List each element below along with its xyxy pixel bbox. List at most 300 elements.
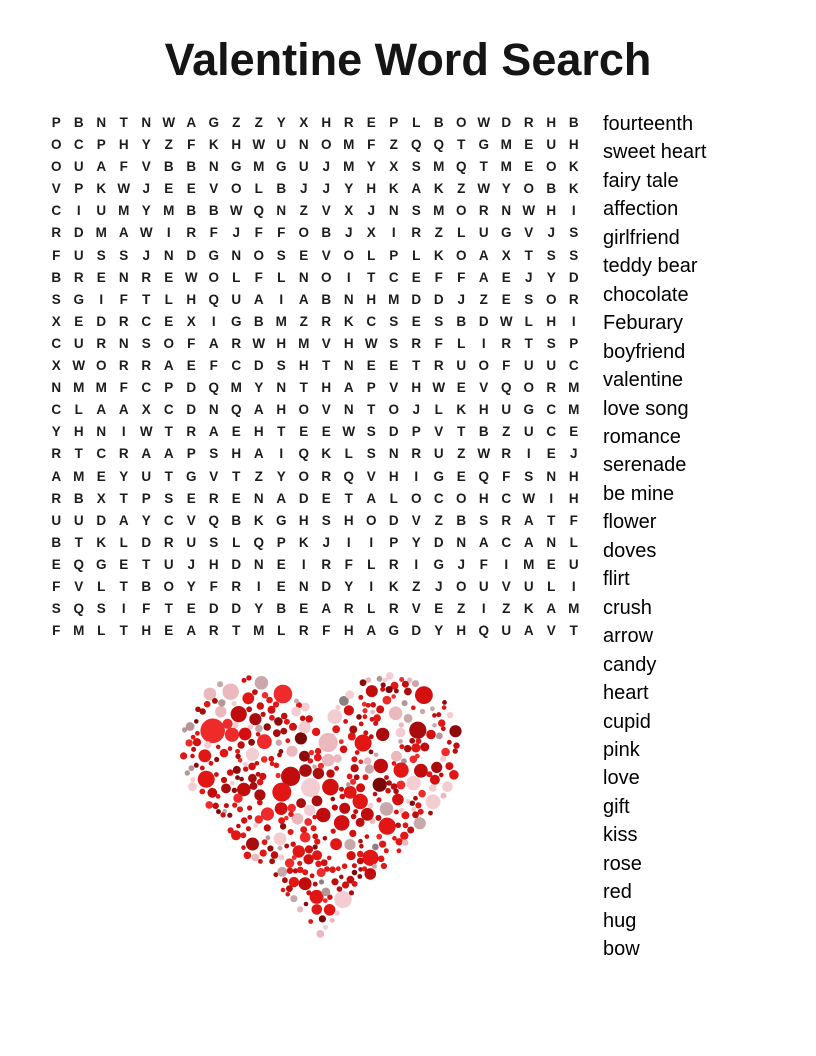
grid-letter: Z [479, 291, 488, 307]
heart-dot [336, 866, 341, 871]
grid-letter: B [186, 203, 197, 219]
heart-dot [280, 728, 287, 735]
heart-dot [313, 882, 318, 887]
grid-letter: O [455, 115, 467, 130]
grid-letter: V [209, 181, 219, 197]
grid-letter: M [343, 137, 355, 153]
grid-letter: O [343, 247, 354, 263]
grid-letter: H [366, 181, 377, 197]
grid-letter: P [411, 424, 421, 440]
grid-letter: U [523, 424, 534, 440]
heart-dot [291, 842, 296, 847]
grid-letter: F [457, 269, 466, 285]
grid-letter: N [501, 203, 512, 219]
heart-dot [414, 817, 426, 829]
grid-letter: O [320, 269, 332, 285]
heart-dot [255, 676, 269, 690]
heart-dot [339, 875, 344, 880]
heart-dot [374, 753, 379, 758]
heart-dot [204, 741, 211, 748]
grid-letter: Q [433, 137, 444, 153]
heart-dot [297, 867, 303, 873]
grid-letter: M [523, 556, 535, 572]
grid-letter: U [501, 623, 512, 639]
grid-letter: Z [502, 424, 511, 440]
grid-letter: X [141, 402, 151, 418]
grid-letter: F [52, 247, 61, 263]
grid-letter: R [501, 446, 512, 462]
grid-letter: G [230, 313, 242, 329]
grid-letter: P [96, 137, 106, 153]
grid-letter: C [433, 490, 444, 506]
grid-letter: K [433, 247, 444, 263]
heart-dot [249, 713, 261, 725]
heart-dot [324, 904, 336, 916]
grid-letter: G [185, 468, 197, 484]
heart-dot [392, 836, 397, 841]
word-list-item: crush [603, 596, 652, 619]
heart-dot [240, 832, 246, 838]
grid-letter: B [186, 159, 197, 175]
heart-dot [312, 833, 318, 839]
heart-dot [289, 723, 297, 731]
heart-dot [190, 754, 195, 759]
word-search-grid [45, 112, 585, 642]
grid-letter: J [524, 269, 533, 285]
heart-dot [246, 748, 259, 761]
grid-letter: I [504, 556, 509, 572]
grid-letter: V [411, 601, 421, 617]
heart-dot [250, 782, 258, 790]
grid-letter: P [366, 380, 376, 396]
heart-dot [276, 740, 282, 746]
heart-dot [370, 710, 375, 715]
grid-letter: R [568, 291, 579, 307]
word-list-item: flirt [603, 568, 630, 591]
grid-letter: T [322, 358, 331, 374]
heart-dot [297, 861, 302, 866]
heart-dot [258, 859, 263, 864]
heart-dot [453, 748, 458, 753]
heart-dot [418, 790, 426, 798]
grid-letter: D [231, 556, 242, 572]
grid-letter: R [51, 490, 62, 506]
grid-letter: T [457, 137, 466, 153]
grid-letter: A [478, 247, 489, 263]
heart-dot [322, 779, 339, 796]
grid-letter: G [230, 159, 242, 175]
heart-dot [256, 772, 261, 777]
heart-dot [246, 838, 259, 851]
grid-letter: E [501, 291, 511, 307]
grid-letter: Q [253, 534, 264, 550]
heart-dot [381, 682, 386, 687]
word-list-item: sweet heart [603, 141, 707, 164]
grid-letter: W [364, 335, 378, 351]
heart-dot [312, 850, 322, 860]
heart-dot [411, 807, 416, 812]
grid-letter: H [343, 335, 354, 351]
grid-letter: T [119, 623, 128, 639]
heart-dot [233, 766, 241, 774]
heart-dot [399, 677, 404, 682]
grid-letter: L [97, 578, 106, 594]
grid-letter: A [253, 402, 264, 418]
heart-dot [227, 769, 234, 776]
heart-dot [185, 770, 190, 775]
heart-dot [439, 773, 444, 778]
grid-letter: I [481, 601, 486, 617]
grid-letter: C [51, 203, 62, 219]
heart-dot [361, 808, 374, 821]
heart-dot [363, 774, 369, 780]
grid-letter: N [208, 159, 219, 175]
heart-dot [432, 713, 437, 718]
word-list-item: Feburary [603, 312, 684, 335]
grid-letter: D [411, 291, 422, 307]
heart-dot [306, 890, 311, 895]
grid-letter: S [141, 335, 151, 351]
grid-letter: B [141, 578, 152, 594]
grid-letter: D [411, 623, 422, 639]
heart-dot [369, 734, 374, 739]
heart-dot [385, 788, 391, 794]
heart-dot [441, 793, 447, 799]
grid-letter: H [73, 424, 84, 440]
heart-dot [188, 782, 197, 791]
grid-letter: G [433, 468, 444, 484]
heart-dot [414, 764, 428, 778]
heart-dot [393, 789, 398, 794]
grid-letter: Y [366, 159, 376, 175]
grid-letter: H [568, 468, 579, 484]
grid-letter: F [479, 556, 488, 572]
grid-letter: A [523, 534, 534, 550]
heart-dot [362, 850, 378, 866]
grid-letter: J [547, 225, 555, 241]
grid-letter: B [253, 313, 264, 329]
heart-dot [342, 863, 348, 869]
heart-dot [411, 706, 416, 711]
heart-dot [372, 844, 379, 851]
heart-dot [318, 763, 324, 769]
grid-letter: M [388, 291, 400, 307]
heart-dot [248, 739, 255, 746]
heart-dot [358, 695, 363, 700]
heart-dot [420, 709, 425, 714]
word-list-item: serenade [603, 454, 687, 477]
grid-letter: H [276, 335, 287, 351]
heart-dot [379, 841, 386, 848]
grid-letter: A [321, 601, 332, 617]
grid-letter: H [411, 380, 422, 396]
grid-letter: H [546, 115, 557, 130]
grid-letter: A [276, 490, 287, 506]
grid-letter: I [76, 203, 81, 219]
grid-letter: Q [73, 556, 84, 572]
grid-letter: J [299, 181, 308, 197]
grid-letter: W [117, 181, 131, 197]
grid-letter: F [209, 358, 218, 374]
heart-dot [244, 852, 252, 860]
grid-letter: R [343, 115, 354, 130]
grid-letter: S [389, 313, 399, 329]
grid-letter: X [389, 159, 399, 175]
heart-dot [397, 848, 402, 853]
heart-dot [394, 810, 399, 815]
grid-letter: V [209, 468, 219, 484]
heart-dot [195, 707, 201, 713]
heart-dot [323, 898, 328, 903]
heart-dot [312, 765, 317, 770]
grid-letter: I [571, 578, 576, 594]
word-list-item: cupid [603, 710, 651, 733]
grid-letter: W [499, 313, 513, 329]
heart-dot [224, 803, 229, 808]
grid-letter: M [253, 623, 265, 639]
heart-dot [383, 678, 388, 683]
grid-letter: L [164, 291, 173, 307]
grid-letter: A [118, 512, 129, 528]
heart-dot [331, 878, 338, 885]
heart-dot [255, 761, 260, 766]
heart-dot [351, 814, 357, 820]
heart-dot [391, 751, 402, 762]
grid-letter: H [141, 623, 152, 639]
heart-dot [213, 803, 219, 809]
grid-letter: P [389, 115, 399, 130]
word-list-item: doves [603, 539, 657, 562]
heart-dot [268, 756, 274, 762]
heart-dot [364, 757, 372, 765]
grid-letter: P [569, 335, 579, 351]
grid-letter: D [321, 578, 332, 594]
heart-dot [220, 749, 229, 758]
heart-dot [237, 806, 243, 812]
grid-letter: E [299, 424, 309, 440]
grid-letter: W [522, 490, 536, 506]
heart-dot [189, 765, 195, 771]
heart-dot [299, 751, 310, 762]
grid-letter: Z [412, 578, 421, 594]
heart-dot [359, 722, 364, 727]
heart-dot [232, 701, 237, 706]
heart-dot [300, 716, 306, 722]
grid-letter: L [367, 601, 376, 617]
grid-letter: L [119, 534, 128, 550]
heart-dot [339, 739, 344, 744]
grid-letter: P [389, 534, 399, 550]
grid-letter: G [433, 556, 444, 572]
heart-dot [231, 706, 247, 722]
grid-letter: Q [298, 446, 309, 462]
grid-letter: M [73, 623, 85, 639]
heart-dot [349, 830, 356, 837]
grid-letter: R [141, 358, 152, 374]
grid-letter: N [298, 269, 309, 285]
heart-dot [204, 701, 211, 708]
grid-letter: J [412, 402, 420, 418]
grid-letter: U [568, 556, 579, 572]
heart-dot [359, 844, 364, 849]
heart-dot [266, 835, 271, 840]
grid-letter: R [546, 380, 557, 396]
heart-dot [266, 697, 273, 704]
grid-letter: C [141, 380, 152, 396]
grid-letter: T [119, 115, 128, 130]
heart-dot [212, 698, 218, 704]
heart-dot [343, 719, 348, 724]
grid-letter: K [96, 181, 107, 197]
heart-dot [236, 824, 241, 829]
grid-letter: T [524, 335, 533, 351]
grid-letter: S [366, 424, 376, 440]
grid-letter: U [523, 358, 534, 374]
heart-dot [402, 681, 409, 688]
heart-dot [391, 694, 396, 699]
heart-dot [379, 818, 396, 835]
word-list-item: kiss [603, 824, 638, 847]
grid-letter: J [322, 181, 330, 197]
grid-letter: W [72, 358, 86, 374]
grid-letter: G [500, 225, 512, 241]
grid-letter: C [51, 402, 62, 418]
heart-dot [313, 844, 318, 849]
grid-letter: U [276, 137, 287, 153]
heart-dot [299, 721, 311, 733]
grid-letter: V [501, 578, 511, 594]
grid-letter: W [162, 115, 176, 130]
grid-letter: E [411, 269, 421, 285]
heart-dot [335, 705, 340, 710]
grid-letter: O [455, 578, 467, 594]
heart-dot [430, 706, 435, 711]
heart-dot [355, 750, 360, 755]
grid-letter: A [478, 269, 489, 285]
heart-dot [223, 684, 239, 700]
heart-dot [262, 692, 268, 698]
grid-letter: W [252, 137, 266, 153]
grid-letter: W [477, 115, 491, 130]
heart-dot [440, 756, 446, 762]
heart-dot [246, 706, 252, 712]
grid-letter: Q [455, 159, 467, 175]
heart-dot [384, 775, 389, 780]
grid-letter: C [163, 402, 174, 418]
grid-letter: O [50, 159, 62, 175]
grid-letter: J [569, 446, 578, 462]
grid-letter: M [275, 313, 287, 329]
heart-dot [292, 855, 297, 860]
heart-dot [273, 729, 281, 737]
grid-letter: K [568, 181, 579, 197]
grid-letter: C [366, 313, 377, 329]
grid-letter: M [568, 402, 580, 418]
grid-letter: H [321, 115, 332, 130]
grid-letter: H [186, 291, 197, 307]
heart-dot [399, 808, 404, 813]
heart-dot [301, 778, 320, 797]
grid-letter: V [321, 335, 331, 351]
grid-letter: A [546, 601, 557, 617]
heart-dot [261, 807, 274, 820]
heart-dot [241, 817, 247, 823]
heart-dot [377, 676, 383, 682]
heart-dot [415, 754, 420, 759]
heart-dot [275, 802, 288, 815]
grid-letter: F [434, 269, 443, 285]
heart-dot [409, 722, 426, 739]
grid-letter: A [343, 380, 354, 396]
grid-letter: C [141, 313, 152, 329]
grid-letter: J [457, 291, 465, 307]
grid-letter: C [546, 402, 557, 418]
grid-letter: I [571, 203, 576, 219]
heart-dot [409, 738, 415, 744]
grid-letter: F [569, 512, 578, 528]
grid-letter: U [163, 556, 174, 572]
grid-letter: I [121, 601, 126, 617]
grid-letter: G [95, 556, 107, 572]
heart-dot [342, 881, 349, 888]
grid-letter: D [208, 601, 219, 617]
heart-dot [287, 868, 293, 874]
heart-dot [191, 747, 196, 752]
heart-dot [288, 811, 294, 817]
heart-dot [277, 867, 287, 877]
heart-dot [291, 707, 301, 717]
heart-dot [277, 753, 282, 758]
heart-dot [254, 789, 265, 800]
grid-letter: T [479, 159, 488, 175]
grid-letter: T [547, 512, 556, 528]
grid-letter: Q [73, 601, 84, 617]
heart-dot [232, 788, 237, 793]
heart-dot [428, 811, 433, 816]
grid-letter: F [119, 380, 128, 396]
heart-dot [243, 766, 248, 771]
grid-letter: E [186, 358, 196, 374]
heart-dot [352, 863, 357, 868]
grid-letter: Y [186, 578, 196, 594]
grid-letter: I [369, 578, 374, 594]
heart-dot [316, 808, 330, 822]
grid-letter: E [74, 313, 84, 329]
heart-dot [274, 717, 283, 726]
heart-dot [246, 826, 251, 831]
grid-letter: V [321, 203, 331, 219]
grid-letter: Z [254, 468, 263, 484]
heart-dot [339, 803, 350, 814]
grid-letter: P [276, 534, 286, 550]
grid-letter: R [118, 446, 129, 462]
heart-dot [294, 699, 299, 704]
grid-letter: A [523, 512, 534, 528]
grid-letter: O [410, 490, 422, 506]
grid-letter: S [569, 247, 579, 263]
heart-dot [262, 839, 268, 845]
heart-dot [272, 783, 291, 802]
heart-dot [384, 848, 389, 853]
grid-letter: W [477, 446, 491, 462]
grid-letter: N [208, 402, 219, 418]
grid-letter: L [344, 446, 353, 462]
grid-letter: D [96, 512, 107, 528]
grid-letter: O [298, 468, 309, 484]
grid-letter: O [50, 137, 62, 153]
grid-letter: T [142, 556, 151, 572]
grid-letter: W [477, 181, 491, 197]
